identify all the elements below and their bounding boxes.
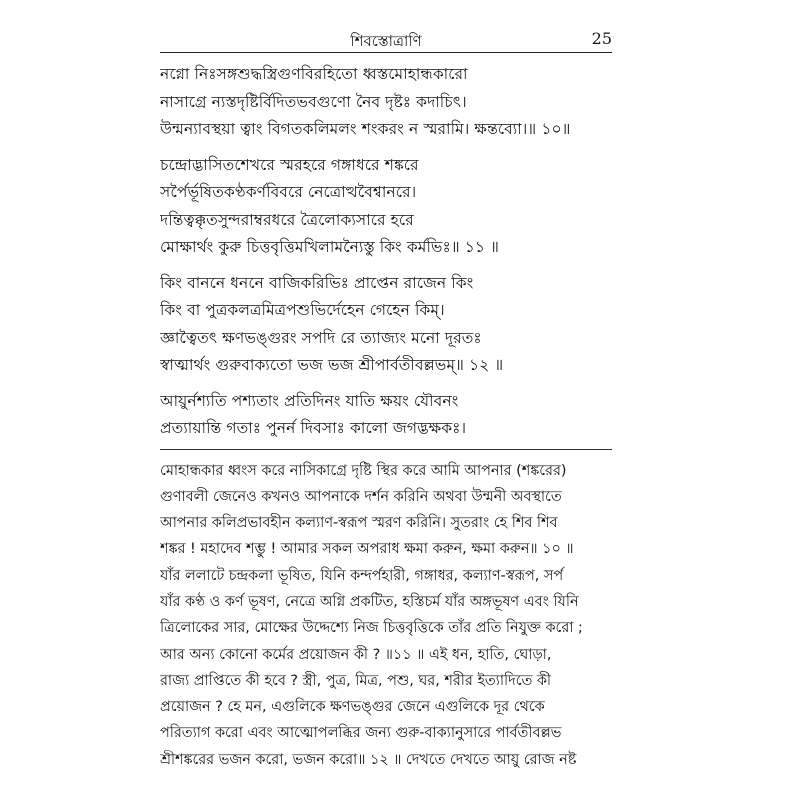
verse-line: জ্ঞাত্বৈতৎ ক্ষণভঙ্গুরং সপদি রে ত্যাজ্যং মনো দূরতঃ — [160, 328, 482, 347]
book-page — [160, 26, 612, 786]
verse-line: উন্মন্যাবস্থয়া ত্বাং বিগতকলিমলং শংকরং ন স্মরামি। ক্ষন্তব্যো।॥ ১০॥ — [160, 120, 571, 138]
page-header — [160, 26, 612, 53]
verse-line: মোক্ষার্থং কুরু চিত্তবৃত্তিমখিলামন্যৈস্তু কিং কর্মভিঃ॥ ১১ ॥ — [160, 238, 499, 256]
verse-line: চন্দ্রোদ্ভাসিতশেখরে স্মরহরে গঙ্গাধরে শঙ্করে — [160, 155, 419, 174]
page-number: 25 — [591, 29, 612, 48]
translation-line: শঙ্কর ! মহাদেব শম্ভু ! আমার সকল অপরাধ ক্ষমা করুন, ক্ষমা করুন॥ ১০ ॥ — [160, 541, 574, 558]
translation-line: রাজ্য প্রাপ্তিতে কী হবে ? স্ত্রী, পুত্র, মিত্র, পশু, ঘর, শরীর ইত্যাদিতে কী — [160, 672, 552, 689]
translation-line: আর অন্য কোনো কর্মের প্রয়োজন কী ? ॥১১ ॥ এই ধন, হাতি, ঘোড়া, — [160, 646, 552, 663]
verse-line: নাসাগ্রে ন্যস্তদৃষ্টির্বিদিতভবগুণো নৈব দৃষ্টঃ কদাচিৎ। — [160, 92, 467, 111]
running-title: শিবস্তোত্রাণি — [350, 32, 422, 50]
verse-line: কিং বাননে ধননে বাজিকরিভিঃ প্রাপ্তেন রাজেন কিং — [160, 273, 474, 292]
translation-line: পরিত্যাগ করো এবং আত্মোপলব্ধির জন্য গুরু-বাক্যানুসারে পার্বতীবল্লভ — [160, 725, 562, 742]
translation-line: যাঁর কণ্ঠ ও কর্ণ ভূষণ, নেত্রে অগ্নি প্রকটিত, হস্তিচর্ম যাঁর অঙ্গভূষণ এবং যিনি — [160, 593, 579, 610]
verse-line: স্বাত্মার্থং গুরুবাক্যতো ভজ ভজ শ্রীপার্বতীবল্লভম্॥ ১২ ॥ — [160, 356, 504, 374]
verse-line: আয়ুর্নশ্যতি পশ্যতাং প্রতিদিনং যাতি ক্ষয়ং যৌবনং — [160, 391, 459, 410]
translation-line: যাঁর ললাটে চন্দ্রকলা ভূষিত, যিনি কন্দর্পহারী, গঙ্গাধর, কল্যাণ-স্বরূপ, সর্প — [160, 567, 564, 584]
sanskrit-verses — [160, 61, 612, 443]
translation-line: প্রয়োজন ? হে মন, এগুলিকে ক্ষণভঙ্গুর জেনে এগুলিকে দূর থেকে — [160, 699, 545, 716]
verse-line: নগ্নো নিঃসঙ্গশুদ্ধস্ত্রিগুণবিরহিতো ধ্বস্তমোহান্ধকারো — [160, 65, 468, 83]
verse-line: কিং বা পুত্রকলত্রমিত্রপশুভির্দেহেন গেহেন কিম্। — [160, 301, 445, 319]
translation-line: আপনার কলিপ্রভাবহীন কল্যাণ-স্বরূপ স্মরণ করিনি। সুতরাং হে শিব শিব — [160, 515, 558, 532]
section-divider — [160, 449, 612, 450]
translation-line: গুণাবলী জেনেও কখনও আপনাকে দর্শন করিনি অথবা উন্মনী অবস্থাতে — [160, 488, 562, 505]
translation-line: শ্রীশঙ্করের ভজন করো, ভজন করো॥ ১২ ॥ দেখতে দেখতে আয়ু রোজ নষ্ট — [160, 751, 577, 768]
verse-line: সর্পৈর্ভূষিতকণ্ঠকর্ণবিবরে নেত্রোত্থবৈশ্বানরে। — [160, 183, 417, 201]
verse-line: প্রত্যায়ান্তি গতাঃ পুনর্ন দিবসাঃ কালো জগদ্ভক্ষকঃ। — [160, 419, 467, 437]
translation-line: ত্রিলোকের সার, মোক্ষের উদ্দেশ্যে নিজ চিত্তবৃত্তিকে তাঁর প্রতি নিযুক্ত করো ; — [160, 620, 583, 637]
verse-line: দন্তিত্বক্কৃতসুন্দরাম্বরধরে ত্রৈলোক্যসারে হরে — [160, 210, 414, 229]
bengali-translation — [160, 458, 612, 774]
translation-line: মোহান্ধকার ধ্বংস করে নাসিকাগ্রে দৃষ্টি স্থির করে আমি আপনার (শঙ্করের) — [160, 462, 567, 479]
